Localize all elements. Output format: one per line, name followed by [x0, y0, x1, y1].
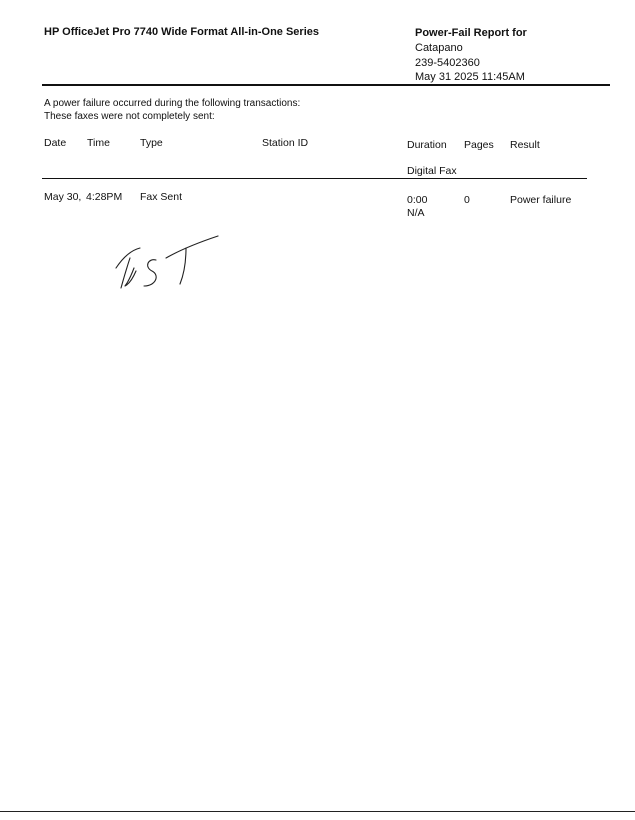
- row-result: Power failure: [510, 194, 572, 206]
- col-header-date: Date: [44, 137, 67, 149]
- col-header-result: Result: [510, 139, 540, 151]
- intro-line-1: A power failure occurred during the following transactions:: [44, 98, 301, 109]
- col-header-type: Type: [140, 137, 163, 149]
- table-header-divider: [42, 178, 587, 179]
- intro-line-2: These faxes were not completely sent:: [44, 111, 215, 122]
- page-bottom-edge: [0, 811, 635, 812]
- col-header-duration: Duration: [407, 139, 447, 151]
- col-header-station-id: Station ID: [262, 137, 309, 149]
- report-datetime: May 31 2025 11:45AM: [415, 71, 525, 83]
- col-header-time: Time: [87, 137, 110, 149]
- report-phone: 239-5402360: [415, 57, 480, 69]
- report-title: Power-Fail Report for: [415, 27, 527, 39]
- subheader-digital-fax: Digital Fax: [407, 165, 457, 177]
- row-time: 4:28PM: [86, 191, 123, 203]
- report-name: Catapano: [415, 42, 463, 54]
- row-date: May 30,: [44, 191, 82, 203]
- row-digital-fax: N/A: [407, 207, 425, 219]
- row-pages: 0: [464, 194, 470, 206]
- col-header-pages: Pages: [464, 139, 494, 151]
- row-duration: 0:00: [407, 194, 428, 206]
- header-divider: [42, 84, 610, 86]
- row-type: Fax Sent: [140, 191, 183, 203]
- handwritten-signature: [108, 234, 228, 294]
- printer-model: HP OfficeJet Pro 7740 Wide Format All-in-One Series: [44, 26, 319, 38]
